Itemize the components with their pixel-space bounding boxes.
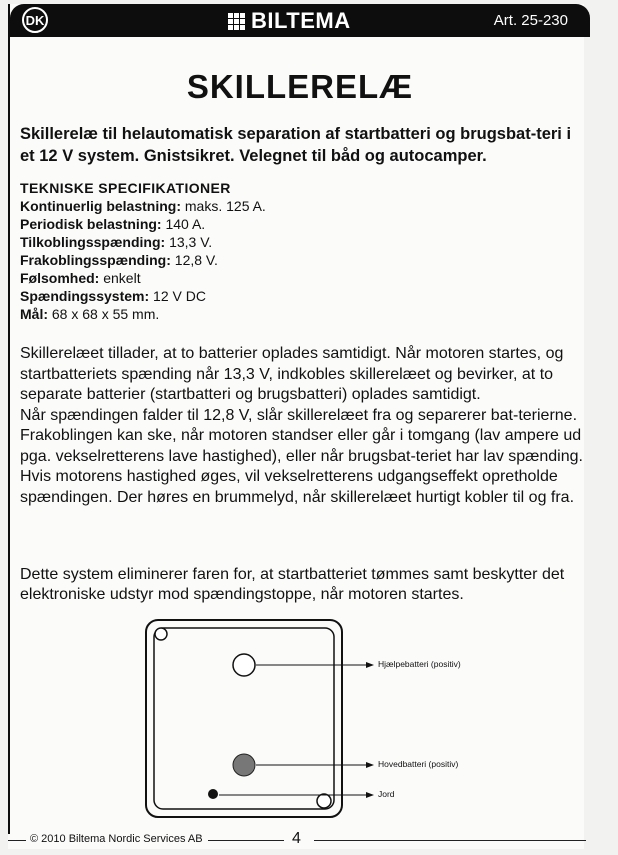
country-badge: DK (22, 7, 48, 33)
spec-label: Kontinuerlig belastning: (20, 198, 181, 214)
header-bar (10, 4, 590, 37)
ground-label: Jord (378, 789, 395, 799)
spec-label: Spændingssystem: (20, 288, 150, 304)
page-frame-left (8, 4, 10, 834)
spec-label: Periodisk belastning: (20, 216, 162, 232)
spec-label: Tilkoblingsspænding: (20, 234, 166, 250)
footer-rule (314, 840, 586, 841)
spec-row (20, 251, 580, 269)
spec-row (20, 233, 580, 251)
spec-value: 68 x 68 x 55 mm. (48, 306, 160, 322)
description (20, 344, 588, 508)
closing-paragraph: Dette system eliminerer faren for, at startbatteriet tømmes samt beskytter det elektroniske udstyr mod spændingstoppe, når motoren startes. (20, 566, 565, 603)
spec-row (20, 269, 580, 287)
footer-rule (208, 840, 284, 841)
spec-label: Frakoblingsspænding: (20, 252, 171, 268)
intro-text: Skillerelæ til helautomatisk separation af startbatteri og brugsbat-teri i et 12 V system. Gnistsikret. Velegnet til båd og autocamper. (20, 125, 572, 165)
footer-rule (8, 840, 26, 841)
aux-battery-label: Hjælpebatteri (positiv) (378, 659, 461, 669)
spec-row (20, 197, 580, 215)
description-paragraph: Skillerelæet tillader, at to batterier oplades samtidigt. Når motoren startes, og startbatteriets spænding når 13,3 V, indkobles skillerelæet og bevirker, at to separate batterier (startbatteri og brugsbatteri) oplades samtidigt. (20, 345, 564, 403)
spec-value: enkelt (99, 270, 141, 286)
spec-row (20, 215, 580, 233)
description-paragraph: Når spændingen falder til 12,8 V, slår skillerelæet fra og separerer bat-terierne. Frakoblingen kan ske, når motoren standser eller går i tomgang (lav ampere ud pga. vekselretterens lave hastighed), eller når brugsbat-teriet har lav spænding. Hvis motorens hastighed øges, vil vekselretterens udgangseffekt opretholde spændingen. Der høres en brummelyd, når skillerelæet hurtigt kobler til og fra. (20, 406, 583, 506)
spec-value: maks. 125 A. (181, 198, 266, 214)
spec-label: Mål: (20, 306, 48, 322)
spec-value: 12,8 V. (170, 252, 218, 268)
brand-logo (228, 8, 351, 34)
copyright: © 2010 Biltema Nordic Services AB (30, 833, 203, 845)
spec-value: 13,3 V. (165, 234, 213, 250)
specs-heading: TEKNISKE SPECIFIKATIONER (20, 180, 231, 196)
page-title: SKILLERELÆ (186, 68, 414, 105)
page-number: 4 (292, 830, 301, 847)
brand-name: BILTEMA (251, 8, 351, 33)
spec-value: 12 V DC (149, 288, 206, 304)
main-battery-label: Hovedbatteri (positiv) (378, 759, 459, 769)
spec-label: Følsomhed: (20, 270, 100, 286)
spec-row (20, 287, 580, 305)
specifications (20, 180, 580, 323)
logo-icon (228, 13, 245, 30)
spec-value: 140 A. (161, 216, 206, 232)
spec-row (20, 305, 580, 323)
article-number: Art. 25-230 (493, 12, 568, 29)
